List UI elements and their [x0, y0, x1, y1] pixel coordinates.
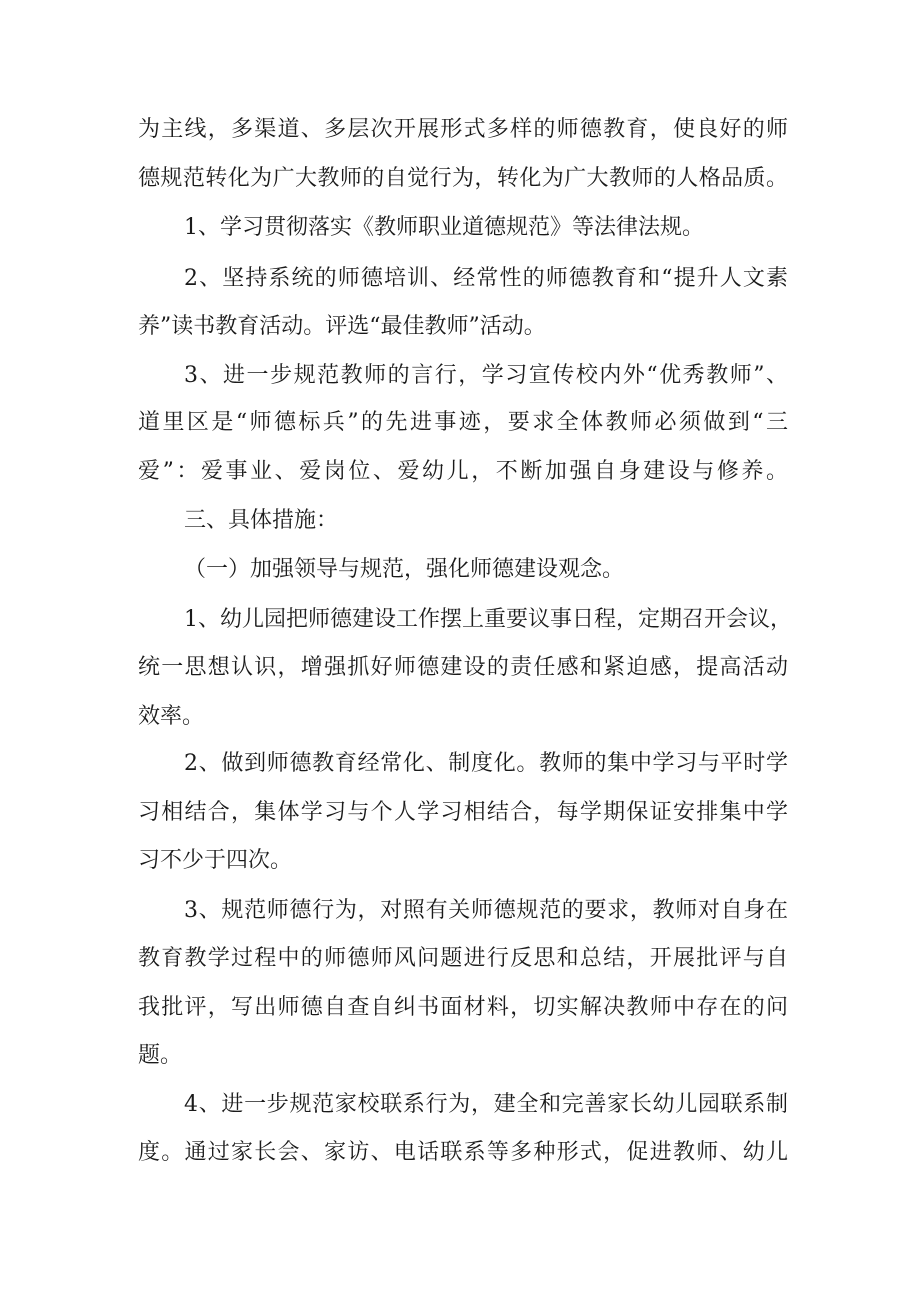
- text-line: 2、坚持系统的师德培训、经常性的师德教育和“提升人文素: [184, 266, 788, 291]
- text-line: 习相结合，集体学习与个人学习相结合，每学期保证安排集中学: [138, 800, 788, 825]
- text-line: 3、进一步规范教师的言行，学习宣传校内外“优秀教师”、: [184, 363, 788, 388]
- text-line: 德规范转化为广大教师的自觉行为，转化为广大教师的人格品质。: [138, 166, 788, 191]
- text-line: 3、规范师德行为，对照有关师德规范的要求，教师对自身在: [184, 898, 788, 923]
- text-line: 爱”：爱事业、爱岗位、爱幼儿，不断加强自身建设与修养。: [138, 459, 788, 484]
- text-line: 养”读书教育活动。评选“最佳教师”活动。: [138, 314, 546, 339]
- subsection-heading: （一）加强领导与规范，强化师德建设观念。: [184, 557, 625, 582]
- text-line: 统一思想认识，增强抓好师德建设的责任感和紧迫感，提高活动: [138, 655, 788, 680]
- text-line: 效率。: [138, 704, 205, 729]
- text-line: 1、幼儿园把师德建设工作摆上重要议事日程，定期召开会议，: [184, 607, 792, 632]
- section-heading: 三、具体措施：: [184, 508, 339, 533]
- text-line: 题。: [138, 1043, 183, 1068]
- text-line: 为主线，多渠道、多层次开展形式多样的师德教育，使良好的师: [138, 117, 788, 142]
- text-line: 4、进一步规范家校联系行为，建全和完善家长幼儿园联系制: [184, 1092, 788, 1117]
- text-line: 道里区是“师德标兵”的先进事迹，要求全体教师必须做到“三: [138, 410, 788, 435]
- text-line: 1、学习贯彻落实《教师职业道德规范》等法律法规。: [184, 215, 704, 240]
- text-line: 教育教学过程中的师德师风问题进行反思和总结，开展批评与自: [138, 946, 788, 971]
- text-line: 我批评，写出师德自查自纠书面材料，切实解决教师中存在的问: [138, 995, 788, 1020]
- text-line: 度。通过家长会、家访、电话联系等多种形式，促进教师、幼儿: [138, 1140, 788, 1165]
- text-line: 习不少于四次。: [138, 848, 293, 873]
- text-line: 2、做到师德教育经常化、制度化。教师的集中学习与平时学: [184, 751, 788, 776]
